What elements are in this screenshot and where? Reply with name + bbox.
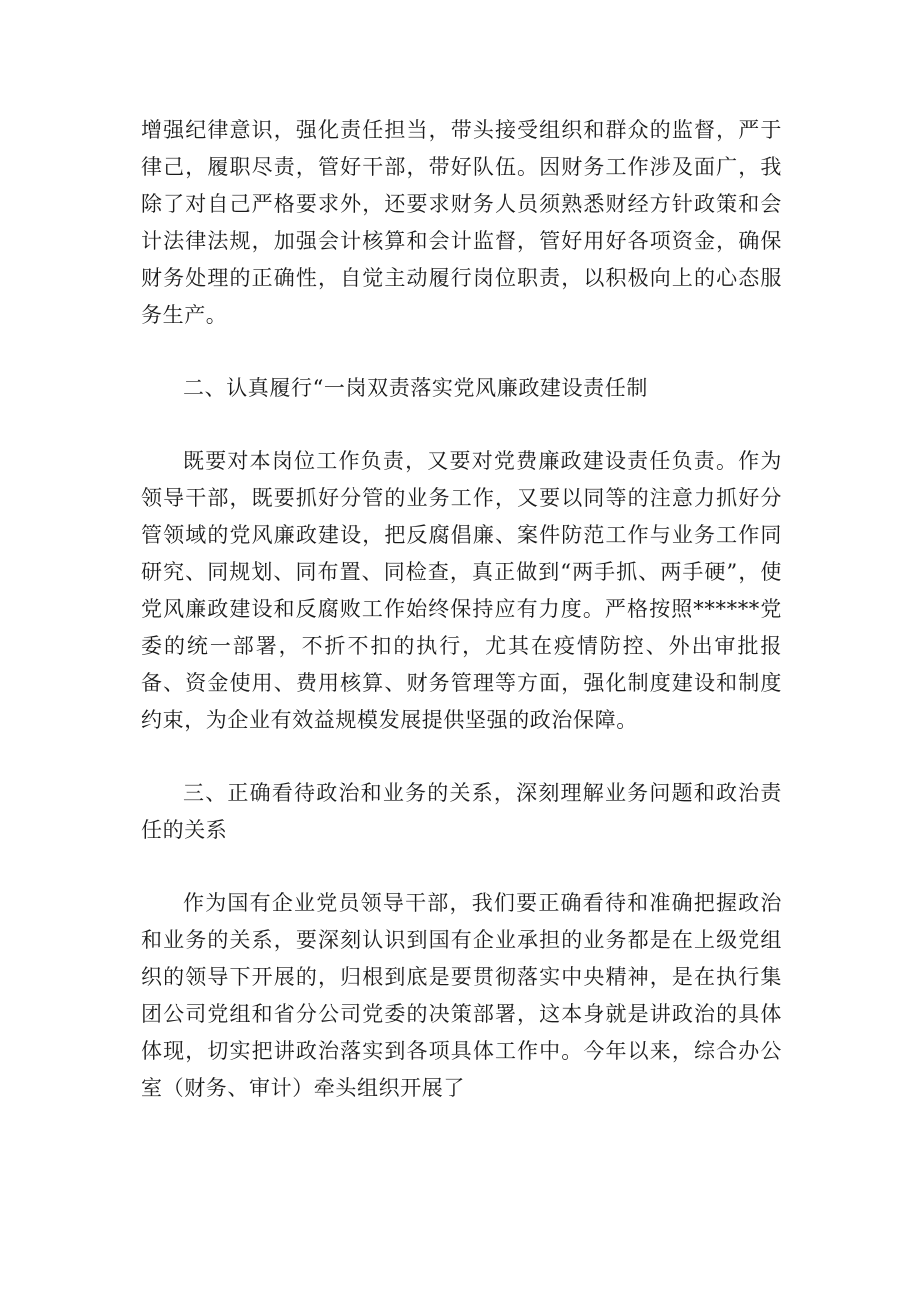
section-heading-2: 二、认真履行“一岗双责落实党风廉政建设责任制 bbox=[183, 376, 648, 400]
section-heading-3: 三、正确看待政治和业务的关系，深刻理解业务问题和政治责任的关系 bbox=[141, 781, 782, 842]
body-paragraph-1: 增强纪律意识，强化责任担当，带头接受组织和群众的监督，严于律己，履职尽责，管好干部，带好队伍。因财务工作涉及面广，我除了对自己严格要求外，还要求财务人员须熟悉财经方针政策和会计法律法规，加强会计核算和会计监督，管好用好各项资金，确保财务处理的正确性，自觉主动履行岗位职责，以积极向上的心态服务生产。 bbox=[141, 118, 782, 327]
body-paragraph-3: 作为国有企业党员领导干部，我们要正确看待和准确把握政治和业务的关系，要深刻认识到国有企业承担的业务都是在上级党组织的领导下开展的，归根到底是要贯彻落实中央精神，是在执行集团公司党组和省分公司党委的决策部署，这本身就是讲政治的具体体现，切实把讲政治落实到各项具体工作中。今年以来，综合办公室（财务、审计）牵头组织开展了 bbox=[141, 891, 782, 1100]
body-paragraph-2: 既要对本岗位工作负责，又要对党费廉政建设责任负责。作为领导干部，既要抓好分管的业务工作，又要以同等的注意力抓好分管领域的党风廉政建设，把反腐倡廉、案件防范工作与业务工作同研究、同规划、同布置、同检查，真正做到“两手抓、两手硬”，使党风廉政建设和反腐败工作始终保持应有力度。严格按照******党委的统一部署，不折不扣的执行，尤其在疫情防控、外出审批报备、资金使用、费用核算、财务管理等方面，强化制度建设和制度约束，为企业有效益规模发展提供坚强的政治保障。 bbox=[141, 449, 783, 732]
